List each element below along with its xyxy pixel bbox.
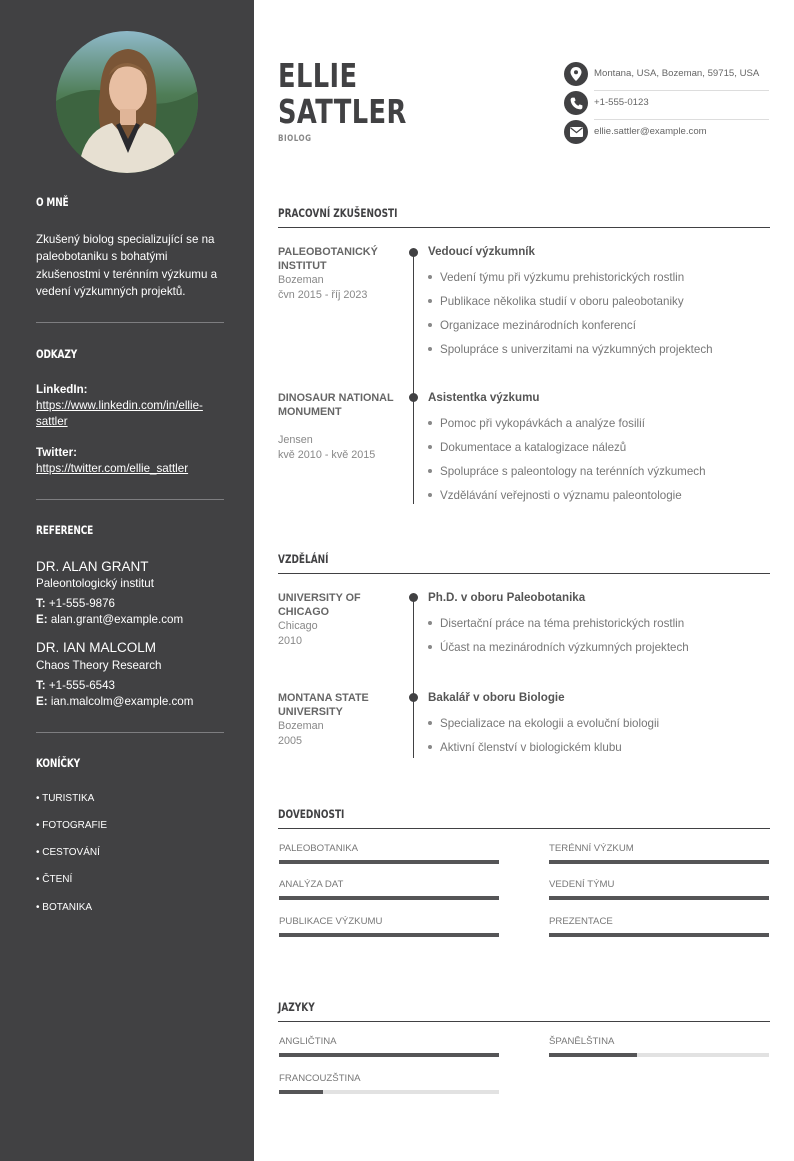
timeline-dot	[409, 693, 418, 702]
section-rule	[278, 573, 770, 574]
skill-item: ANALÝZA DAT	[279, 879, 499, 890]
timeline-line	[413, 598, 414, 758]
education-degree: Bakalář v oboru Biologie	[428, 691, 565, 704]
reference-email: E: alan.grant@example.com	[36, 613, 184, 626]
skill-bar	[549, 933, 769, 937]
hobby-item: • BOTANIKA	[36, 902, 93, 913]
skill-bar	[279, 933, 499, 937]
language-bar	[549, 1053, 769, 1057]
sidebar	[0, 0, 254, 1161]
twitter-label: Twitter:	[36, 446, 78, 459]
hobby-item: • ČTENÍ	[36, 874, 73, 885]
education-degree: Ph.D. v oboru Paleobotanika	[428, 591, 586, 604]
skill-item: PALEOBOTANIKA	[279, 843, 499, 854]
experience-bullet: Spolupráce s paleontology na terénních výzkumech	[428, 465, 706, 478]
reference-name: DR. ALAN GRANT	[36, 559, 149, 574]
reference-phone: T: +1-555-9876	[36, 597, 115, 610]
education-location: Bozeman	[278, 720, 324, 732]
contact-email	[564, 120, 769, 149]
about-title: O MNĚ	[36, 195, 69, 209]
experience-bullet: Spolupráce s univerzitami na výzkumných projektech	[428, 343, 713, 356]
hobbies-title: KONÍČKY	[36, 756, 80, 770]
references-title: REFERENCE	[36, 523, 94, 537]
section-rule	[278, 227, 770, 228]
experience-position: Asistentka výzkumu	[428, 391, 540, 404]
timeline-dot	[409, 393, 418, 402]
hobby-item: • FOTOGRAFIE	[36, 820, 108, 831]
timeline-line	[413, 252, 414, 504]
experience-position: Vedoucí výzkumník	[428, 245, 535, 258]
languages-title: JAZYKY	[278, 1000, 315, 1014]
experience-bullet: Publikace několika studií v oboru paleobotaniky	[428, 295, 684, 308]
skill-item: PUBLIKACE VÝZKUMU	[279, 916, 499, 927]
phone-icon	[564, 91, 588, 115]
education-bullet: Specializace na ekologii a evoluční biologii	[428, 717, 659, 730]
experience-org: DINOSAUR NATIONAL MONUMENT	[278, 392, 394, 418]
education-title: VZDĚLÁNÍ	[278, 552, 329, 566]
contact-phone	[564, 91, 769, 120]
skill-item: VEDENÍ TÝMU	[549, 879, 769, 890]
reference-email: E: ian.malcolm@example.com	[36, 695, 194, 708]
skill-bar	[279, 896, 499, 900]
language-item: ŠPANĚLŠTINA	[549, 1036, 769, 1047]
sidebar-divider	[36, 732, 224, 733]
education-bullet: Disertační práce na téma prehistorických rostlin	[428, 617, 684, 630]
location-pin-icon	[564, 62, 588, 86]
experience-dates: kvě 2010 - kvě 2015	[278, 449, 376, 461]
section-rule	[278, 1021, 770, 1022]
experience-dates: čvn 2015 - říj 2023	[278, 289, 368, 301]
language-item: ANGLIČTINA	[279, 1036, 499, 1047]
candidate-name: ELLIE SATTLER	[278, 56, 407, 131]
linkedin-label: LinkedIn:	[36, 383, 88, 396]
language-bar	[279, 1053, 499, 1057]
education-bullet: Účast na mezinárodních výzkumných projektech	[428, 641, 689, 654]
envelope-icon	[564, 120, 588, 144]
experience-title: PRACOVNÍ ZKUŠENOSTI	[278, 206, 398, 220]
education-org: MONTANA STATE UNIVERSITY	[278, 692, 369, 718]
education-dates: 2005	[278, 735, 303, 747]
skill-item: PREZENTACE	[549, 916, 769, 927]
education-bullet: Aktivní členství v biologickém klubu	[428, 741, 622, 754]
about-text: Zkušený biolog specializující se na paleobotaniku s bohatými zkušenostmi v terénním výzkumu a vedení výzkumných projektů.	[36, 233, 218, 298]
reference-phone: T: +1-555-6543	[36, 679, 115, 692]
experience-bullet: Vedení týmu při výzkumu prehistorických rostlin	[428, 271, 684, 284]
language-bar	[279, 1090, 499, 1094]
skills-title: DOVEDNOSTI	[278, 807, 345, 821]
candidate-role: BIOLOG	[278, 134, 312, 144]
experience-bullet: Organizace mezinárodních konferencí	[428, 319, 636, 332]
email-text: ellie.sattler@example.com	[594, 126, 707, 137]
skill-bar	[279, 860, 499, 864]
timeline-dot	[409, 593, 418, 602]
sidebar-divider	[36, 322, 224, 323]
sidebar-divider	[36, 499, 224, 500]
address-text: Montana, USA, Bozeman, 59715, USA	[594, 68, 760, 79]
hobby-item: • TURISTIKA	[36, 793, 95, 804]
skill-bar	[549, 860, 769, 864]
reference-org: Chaos Theory Research	[36, 659, 162, 672]
experience-bullet: Dokumentace a katalogizace nálezů	[428, 441, 626, 454]
experience-org: PALEOBOTANICKÝ INSTITUT	[278, 246, 378, 272]
links-title: ODKAZY	[36, 347, 78, 361]
profile-photo	[56, 31, 198, 173]
experience-bullet: Vzdělávání veřejnosti o významu paleontologie	[428, 489, 682, 502]
reference-org: Paleontologický institut	[36, 577, 154, 590]
skill-bar	[549, 896, 769, 900]
section-rule	[278, 828, 770, 829]
education-org: UNIVERSITY OF CHICAGO	[278, 592, 361, 618]
hobby-item: • CESTOVÁNÍ	[36, 847, 100, 858]
education-dates: 2010	[278, 635, 303, 647]
skill-item: TERÉNNÍ VÝZKUM	[549, 843, 769, 854]
language-item: FRANCOUZŠTINA	[279, 1073, 499, 1084]
reference-name: DR. IAN MALCOLM	[36, 640, 157, 655]
education-location: Chicago	[278, 620, 318, 632]
experience-bullet: Pomoc při vykopávkách a analýze fosilií	[428, 417, 645, 430]
phone-text: +1-555-0123	[594, 97, 649, 108]
linkedin-link[interactable]: https://www.linkedin.com/in/ellie-sattler	[36, 399, 203, 428]
contact-address	[564, 62, 769, 91]
twitter-link[interactable]: https://twitter.com/ellie_sattler	[36, 462, 189, 475]
timeline-dot	[409, 248, 418, 257]
experience-location: Jensen	[278, 434, 313, 446]
experience-location: Bozeman	[278, 274, 324, 286]
